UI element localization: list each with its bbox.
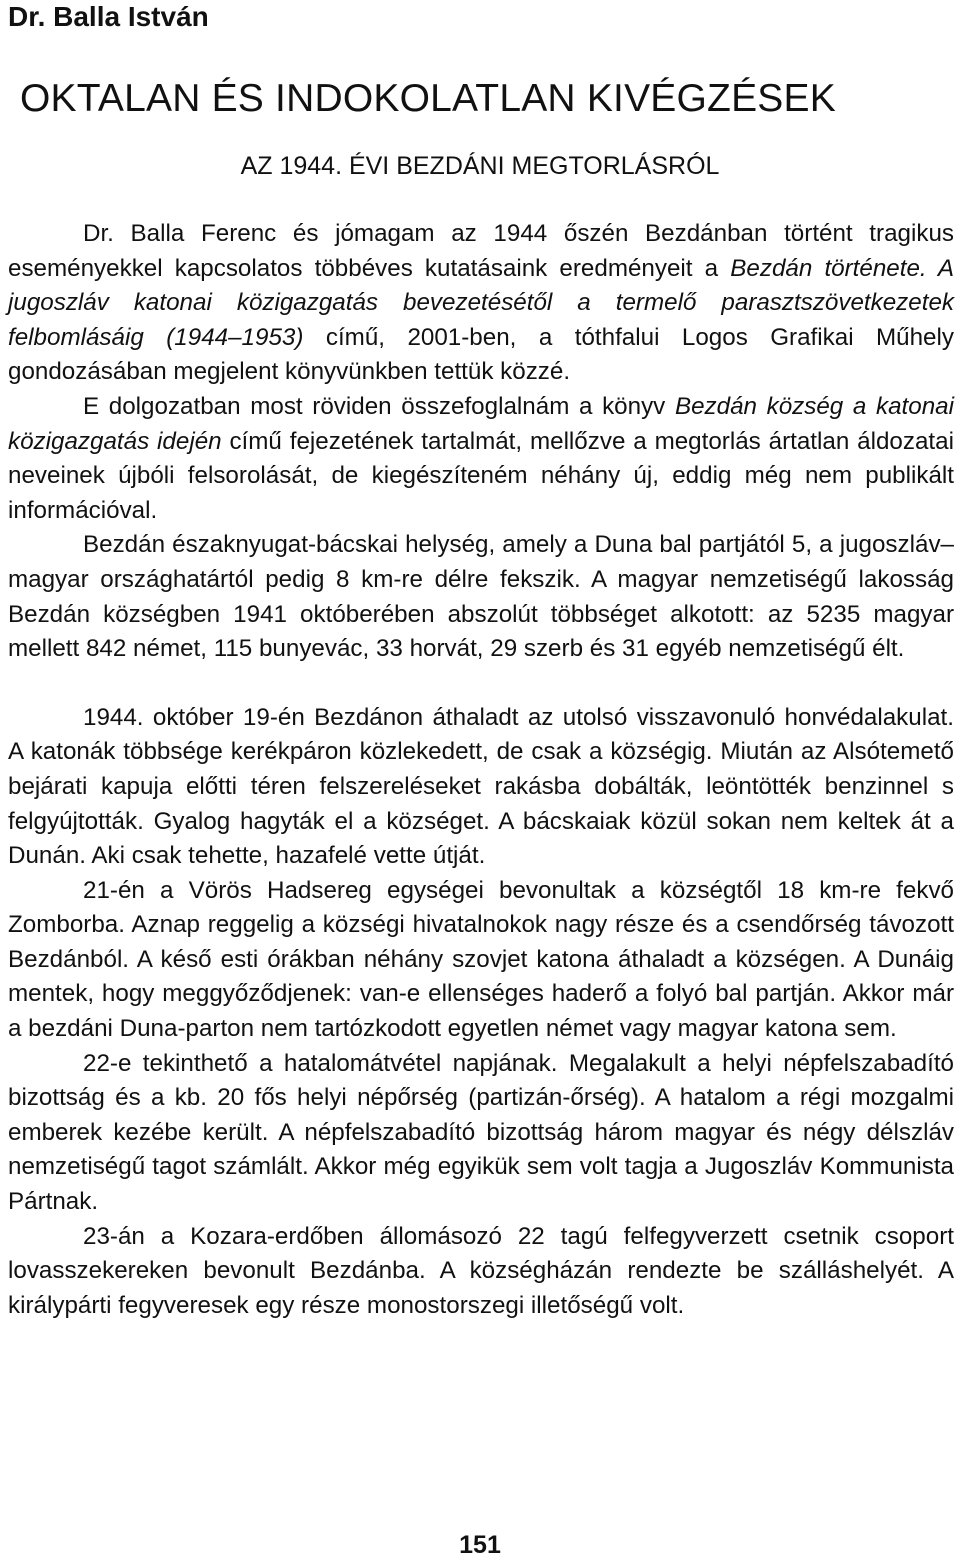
paragraph-6: 22-e tekinthető a hatalomátvétel napjának. Megalakult a helyi népfelszabadító bizottság és a kb. 20 fős helyi népőrség (partizán-őrség). A hatalom a régi mozgalmi emberek kezébe került. A népfelszabadító bizottság három magyar és négy délszláv nemzetiségű tagot számlált. Akkor még egyikük sem volt tagja a Jugoszláv Kommunista Pártnak. (8, 1049, 954, 1216)
article-title: OKTALAN ÉS INDOKOLATLAN KIVÉGZÉSEK (20, 77, 836, 120)
article-subtitle: AZ 1944. ÉVI BEZDÁNI MEGTORLÁSRÓL (240, 152, 720, 180)
paragraph-2-text-a: E dolgozatban most röviden összefoglalnám a könyv (83, 392, 675, 420)
paragraph-1 (8, 217, 954, 390)
author-name: Dr. Balla István (8, 1, 209, 32)
paragraph-5: 21-én a Vörös Hadsereg egységei bevonultak a községtől 18 km-re fekvő Zomborba. Aznap reggelig a községi hivatalnokok nagy része és a csendőrség távozott Bezdánból. A késő esti órákban néhány szovjet katona áthaladt a községen. A Dunáig mentek, hogy meggyőződjenek: van-e ellenséges haderő a folyó bal partján. Akkor már a bezdáni Duna-parton nem tartózkodott egyetlen német vagy magyar katona sem. (8, 876, 954, 1043)
paragraph-1-text-c: című, 2001-ben, a tóthfalui Logos Grafikai Műhely gondozásában megjelent könyvünkben tettük közzé. (8, 323, 954, 386)
paragraph-3: Bezdán északnyugat-bácskai helység, amely a Duna bal partjától 5, a jugoszláv–magyar országhatártól pedig 8 km-re délre fekszik. A magyar nemzetiségű lakosság Bezdán községben 1941 októberében abszolút többséget alkotott: az 5235 magyar mellett 842 német, 115 bunyevác, 33 horvát, 29 szerb és 31 egyéb nemzetiségű élt. (8, 531, 954, 663)
page-number: 151 (459, 1531, 501, 1559)
paragraph-4: 1944. október 19-én Bezdánon áthaladt az utolsó visszavonuló honvédalakulat. A katonák többsége kerékpáron közlekedett, de csak a községig. Miután az Alsótemető bejárati kapuja előtti téren felszereléseket rakásba dobálták, leöntötték benzinnel s felgyújtották. Gyalog hagyták el a községet. A bácskaiak közül sokan nem keltek át a Dunán. Aki csak tehette, hazafelé vette útját. (8, 703, 954, 870)
chapter-title: Bezdán község a katonai közigazgatás idején (8, 392, 955, 455)
paragraph-7: 23-án a Kozara-erdőben állomásozó 22 tagú felfegyverzett csetnik csoport lovasszekereken bevonult Bezdánba. A községházán rendezte be szálláshelyét. A királypárti fegyveresek egy része monostorszegi illetőségű volt. (8, 1222, 954, 1319)
book-title: Bezdán története. A jugoszláv katonai közigazgatás bevezetésétől a termelő parasztszövetkezetek felbomlásáig (1944–1953) (8, 254, 955, 351)
paragraph-1-text-a: Dr. Balla Ferenc és jómagam az 1944 őszén Bezdánban történt tragikus eseményekkel kapcsolatos többéves kutatásaink eredményeit a (8, 220, 954, 282)
paragraph-2-text-c: című fejezetének tartalmát, mellőzve a megtorlás ártatlan áldozatai neveinek újbóli felsorolását, de kiegészíteném néhány új, eddig még nem publikált információval. (8, 427, 954, 524)
article-body (8, 217, 954, 1323)
paragraph-2 (8, 390, 954, 528)
